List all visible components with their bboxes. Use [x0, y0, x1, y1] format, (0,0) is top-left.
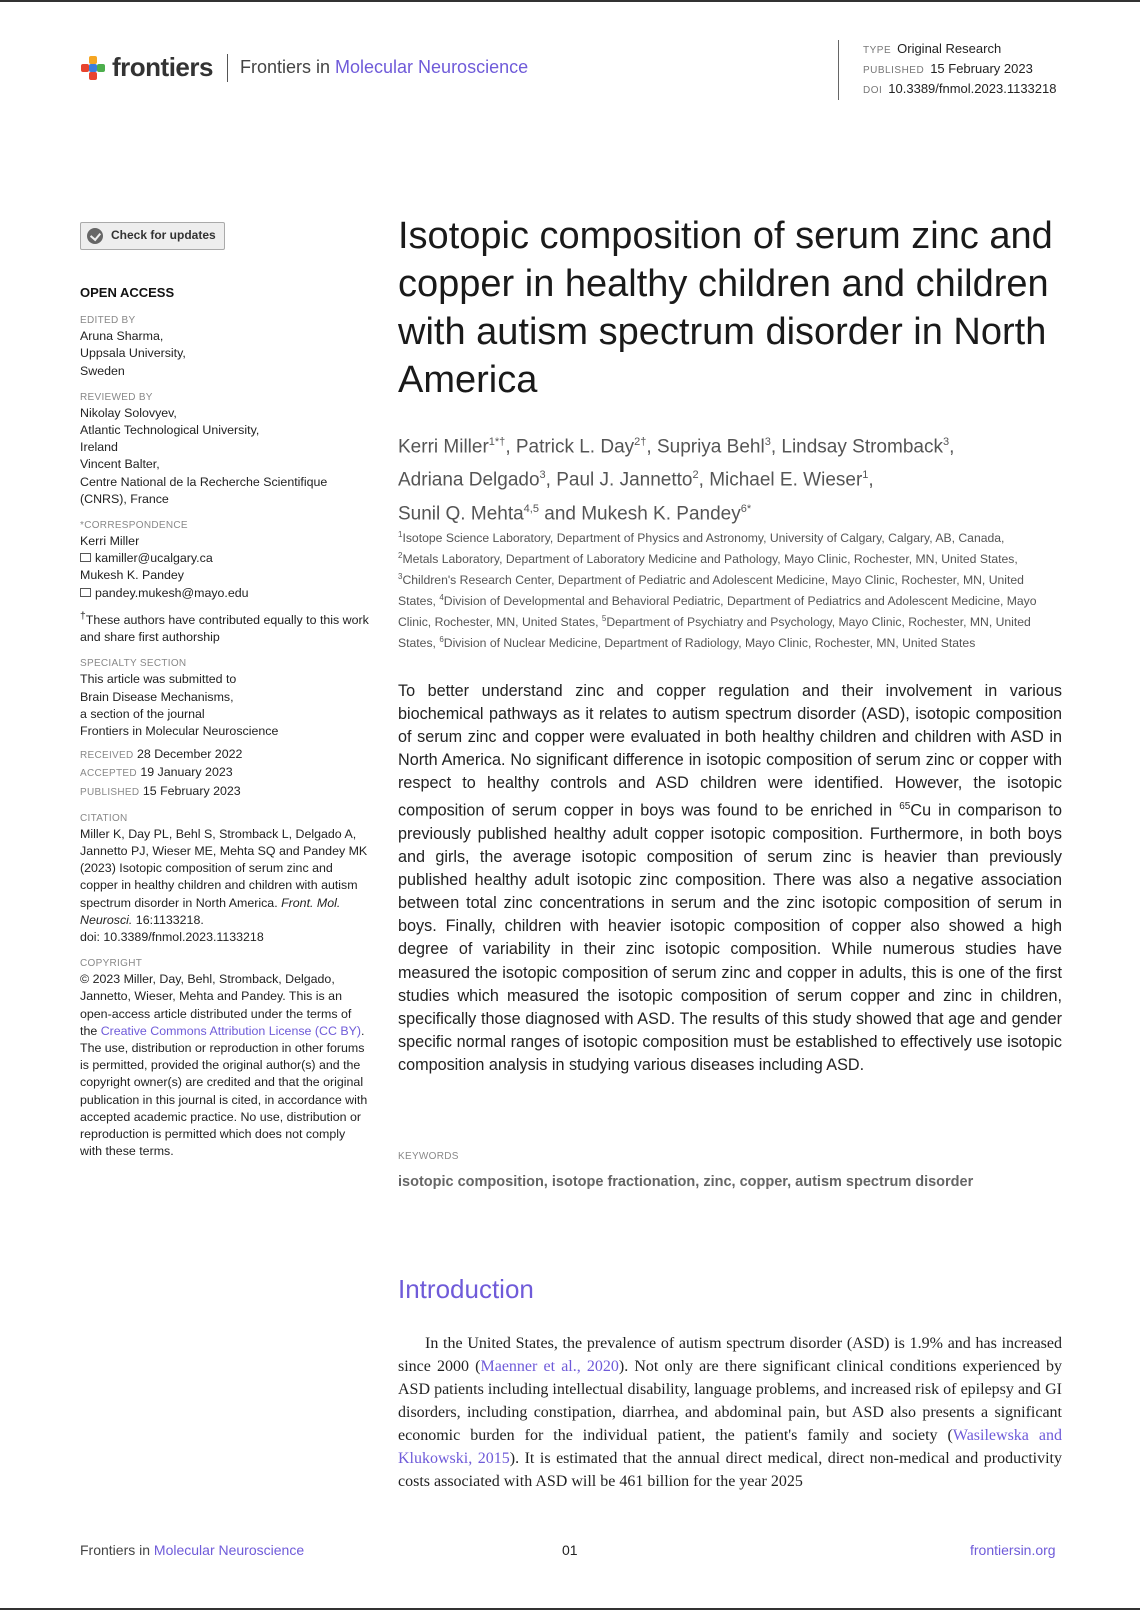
mail-icon	[80, 588, 91, 597]
author-name: Patrick L. Day	[515, 436, 635, 458]
affiliation: Isotope Science Laboratory, Department of Physics and Astronomy, University of Calgary, Calgary, AB, Canada,	[402, 531, 1005, 546]
meta-doi: DOI 10.3389/fnmol.2023.1133218	[863, 81, 1057, 96]
footer-site-link[interactable]: frontiersin.org	[970, 1542, 1056, 1558]
journal-title: Molecular Neuroscience	[335, 57, 529, 77]
citation-text: Miller K, Day PL, Behl S, Stromback L, Delgado A, Jannetto PJ, Wieser ME, Mehta SQ and Pandey MK (2023) Isotopic composition of serum zinc and copper in healthy children and children with autism spectrum disorder in North America. Front. Mol. Neurosci. 16:1133218. doi: 10.3389/fnmol.2023.1133218	[80, 826, 368, 945]
reviewer-line: Centre National de la Recherche Scientifique	[80, 474, 328, 489]
citation-doi[interactable]: doi: 10.3389/fnmol.2023.1133218	[80, 930, 264, 945]
received-date: RECEIVED 28 December 2022	[80, 747, 243, 762]
bottom-border	[0, 1608, 1140, 1610]
article-title: Isotopic composition of serum zinc and copper in healthy children and children with autism spectrum disorder in North America	[398, 215, 1053, 401]
article-sidebar	[80, 222, 370, 1160]
specialty-line: Brain Disease Mechanisms,	[80, 689, 234, 704]
article-meta	[838, 40, 1056, 100]
editor-line: Sweden	[80, 363, 125, 378]
author-name: Kerri Miller	[398, 436, 489, 458]
author-name: Supriya Behl	[656, 436, 765, 458]
author-name: Sunil Q. Mehta	[398, 502, 524, 524]
specialty-line: This article was submitted to	[80, 672, 237, 687]
affiliation: Department of Psychiatry and Psychology, Mayo Clinic, Rochester, MN, United States,	[398, 615, 1031, 651]
citation-journal: Front. Mol. Neurosci.	[80, 895, 341, 927]
reviewer-line: Atlantic Technological University,	[80, 423, 260, 438]
author-name: Michael E. Wieser	[709, 469, 863, 491]
copyright-label: COPYRIGHT	[80, 958, 143, 970]
affiliation: Children's Research Center, Department of Pediatric and Adolescent Medicine, Mayo Clinic, Rochester, MN, United States,	[398, 573, 1024, 609]
affiliations: $^1$Isotope Science Laboratory, Department of Physics and Astronomy, University of Calgary, Calgary, AB, Canada, $^2$Metals Laboratory, Department of Laboratory Medicine and Pathology, Mayo Clinic, Rochester, MN, United States, $^3$Children's Research Center, Department of Pediatric and Adolescent Medicine, Mayo Clinic, Rochester, MN, United States, $^4$Division of Developmental and Behavioral Pediatric, Department of Pediatrics and Adolescent Medicine, Mayo Clinic, Rochester, MN, United States, $^5$Department of Psychiatry and Psychology, Mayo Clinic, Rochester, MN, United States, $^6$Division of Nuclear Medicine, Department of Radiology, Mayo Clinic, Rochester, MN, United States	[398, 530, 1037, 651]
specialty-line: Frontiers in Molecular Neuroscience	[80, 723, 279, 738]
author-list: Kerri Miller$^{1*\dagger}$, Patrick L. Day$^{2\dagger}$, Supriya Behl$^3$, Lindsay Stromback$^3$, Adriana Delgado$^3$, Paul J. Jannetto$^2$, Michael E. Wieser$^1$, Sunil Q. Mehta$^{4,5}$ and Mukesh K. Pandey$^{6*}$	[398, 436, 955, 524]
copyright-text: © 2023 Miller, Day, Behl, Stromback, Delgado, Jannetto, Wieser, Mehta and Pandey. This is an open-access article distributed under the terms of the Creative Commons Attribution License (CC BY). The use, distribution or reproduction in other forums is permitted, provided the original author(s) and the copyright owner(s) are credited and that the original publication in this journal is cited, in accordance with accepted academic practice. No use, distribution or reproduction is permitted which does not comply with these terms.	[80, 972, 368, 1159]
footer-journal: Frontiers in Molecular Neuroscience	[80, 1542, 305, 1558]
introduction-paragraph: In the United States, the prevalence of autism spectrum disorder (ASD) is 1.9% and has increased since 2000 (Maenner et al., 2020). Not only are there significant clinical conditions experienced by ASD patients including intellectual disability, language problems, and increased risk of epilepsy and GI disorders, including constipation, diarrhea, and abdominal pain, but ASD also presents a significant economic burden for the individual patient, the patient's family and society (Wasilewska and Klukowski, 2015). It is estimated that the annual direct medical, direct non-medical and productivity costs associated with ASD will be 461 billion for the year 2025	[398, 1335, 1063, 1490]
author-name: Paul J. Jannetto	[556, 469, 693, 491]
check-for-updates-button[interactable]: Check for updates	[80, 222, 225, 250]
correspondent-name: Kerri Miller	[80, 534, 140, 549]
page-number: 01	[562, 1542, 578, 1558]
reviewer-line: Nikolay Solovyev,	[80, 405, 177, 420]
editor-line: Uppsala University,	[80, 346, 186, 361]
author-name: Adriana Delgado	[398, 469, 540, 491]
cc-by-license-link[interactable]: Creative Commons Attribution License (CC BY)	[100, 1023, 361, 1038]
editor-line: Aruna Sharma,	[80, 329, 164, 344]
check-updates-icon	[87, 228, 103, 244]
reviewer-line: (CNRS), France	[80, 491, 169, 506]
correspondent-email[interactable]: kamiller@ucalgary.ca	[80, 550, 370, 567]
mail-icon	[80, 553, 91, 562]
affiliation: Metals Laboratory, Department of Laboratory Medicine and Pathology, Mayo Clinic, Rochester, MN, United States,	[402, 552, 1018, 567]
published-date: PUBLISHED 15 February 2023	[80, 783, 241, 798]
edited-by-label: EDITED BY	[80, 315, 136, 327]
reviewed-by-label: REVIEWED BY	[80, 391, 153, 403]
top-border	[0, 0, 1140, 2]
journal-name	[240, 57, 528, 78]
reviewer-line: Vincent Balter,	[80, 457, 160, 472]
specialty-line: a section of the journal	[80, 706, 205, 721]
accepted-date: ACCEPTED 19 January 2023	[80, 765, 233, 780]
equal-contribution-note: †These authors have contributed equally to this work and share first authorship	[80, 610, 369, 645]
frontiers-logo-icon	[80, 55, 106, 81]
open-access-label: OPEN ACCESS	[80, 285, 175, 300]
introduction-heading: Introduction	[398, 1274, 534, 1304]
correspondent-name: Mukesh K. Pandey	[80, 568, 185, 583]
correspondent-email[interactable]: pandey.mukesh@mayo.edu	[80, 585, 370, 602]
specialty-section-label: SPECIALTY SECTION	[80, 658, 187, 670]
keywords: isotopic composition, isotope fractionation, zinc, copper, autism spectrum disorder	[398, 1174, 974, 1190]
reference-link[interactable]: Wasilewska and Klukowski, 2015	[398, 1427, 1062, 1467]
keywords-label: KEYWORDS	[398, 1151, 459, 1162]
affiliation: Division of Developmental and Behavioral Pediatric, Department of Pediatrics and Adolescent Medicine, Mayo Clinic, Rochester, MN, United States,	[398, 594, 1037, 630]
affiliation: Division of Nuclear Medicine, Department of Radiology, Mayo Clinic, Rochester, MN, United States	[443, 636, 976, 651]
frontiers-logo[interactable]	[80, 52, 528, 83]
logo-separator	[227, 54, 228, 82]
abstract: To better understand zinc and copper regulation and their involvement in various biochemical pathways as it relates to autism spectrum disorder (ASD), isotopic composition of serum zinc and copper were evaluated in both healthy children and children with ASD in North America. No significant difference in isotopic composition of serum zinc or copper with respect to healthy controls and ASD children were identified. However, the isotopic composition of serum copper in boys was found to be enriched in $^{65}$Cu in comparison to previously published healthy adult copper isotopic composition. Furthermore, in both boys and girls, the average isotopic composition of serum zinc is heavier than previously published healthy adult isotopic zinc composition. There was also a negative association between total zinc concentrations in serum and the zinc isotopic composition of serum in boys. Finally, children with heavier isotopic composition of copper also showed a high degree of variability in their zinc isotopic composition. While numerous studies have measured the isotopic composition of serum zinc and copper in adults, this is one of the first studies which measured the isotopic composition of serum copper and zinc in children, specifically those diagnosed with ASD. The results of this study showed that age and gender specific normal ranges of isotopic composition must be established to effectively use isotopic composition analysis in studying various diseases including ASD.	[398, 682, 1063, 1074]
author-name: Lindsay Stromback	[781, 436, 943, 458]
journal-prefix: Frontiers in	[239, 57, 330, 77]
correspondence-label: *CORRESPONDENCE	[80, 520, 188, 532]
reviewer-line: Ireland	[80, 440, 118, 455]
meta-type: TYPE Original Research	[863, 41, 1002, 56]
citation-label: CITATION	[80, 812, 128, 824]
meta-published: PUBLISHED 15 February 2023	[863, 61, 1033, 76]
logo-text: frontiers	[112, 52, 213, 82]
reference-link[interactable]: Maenner et al., 2020	[480, 1358, 619, 1375]
author-name: Mukesh K. Pandey	[581, 502, 741, 524]
